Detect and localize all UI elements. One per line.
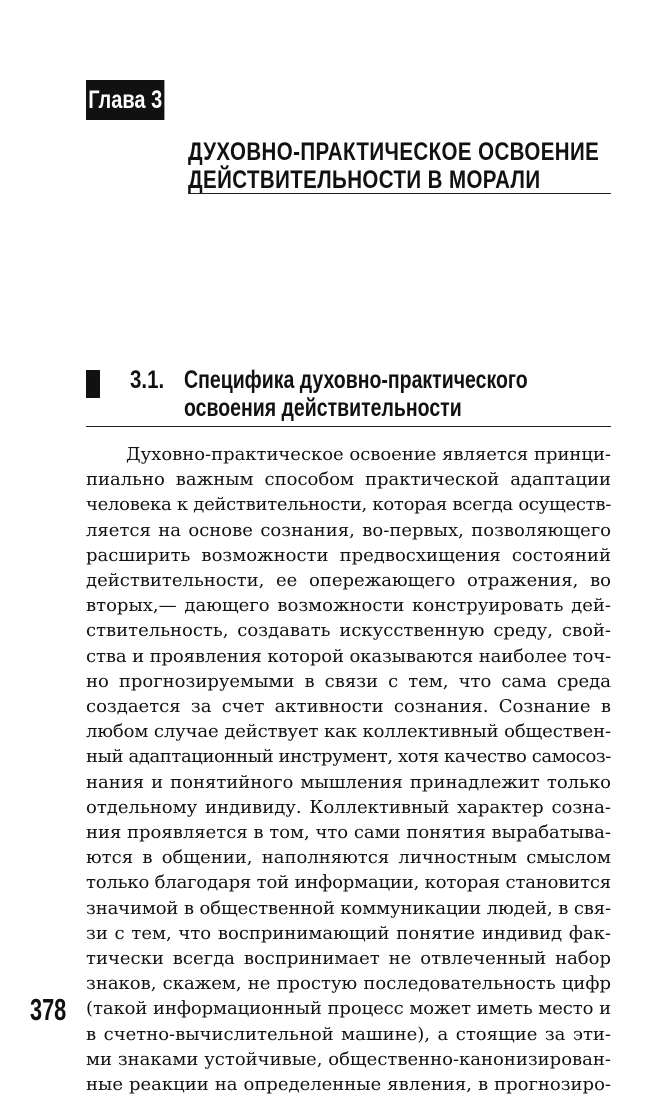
body-line: ства и проявления которой оказываются наиболее точ- [86,645,611,667]
section-marker-square [86,370,100,398]
body-line: ми знаками устойчивые, общественно-канонизирован- [86,1048,611,1070]
body-line: вторых,— дающего возможности конструировать дей- [86,595,611,617]
section-title [184,366,528,422]
body-line: действительности, ее опережающего отражения, во [86,570,611,592]
body-line: тически всегда воспринимает не отвлеченный набор [86,948,611,970]
body-line: значимой в общественной коммуникации людей, в свя- [86,897,611,919]
body-line: ются в общении, наполняются личностным смыслом [86,847,611,869]
body-line: ляется на основе сознания, во-первых, позволяющего [86,519,611,541]
chapter-title [188,138,600,194]
body-line: но прогнозируемыми в связи с тем, что сама среда [86,670,611,692]
chapter-title-line: ДУХОВНО-ПРАКТИЧЕСКОЕ ОСВОЕНИЕ [188,138,600,166]
section-title-line: Специфика духовно-практического [184,366,528,394]
body-line: человека к действительности, которая всегда осуществ- [86,494,611,516]
body-line: отдельному индивиду. Коллективный характер созна- [86,796,611,818]
body-line: зи с тем, что воспринимающий понятие индивид фак- [86,922,611,944]
body-line: ствительность, создавать искусственную среду, свой- [86,620,611,642]
body-line: расширить возможности предвосхищения состояний [86,544,611,566]
body-line: (такой информационный процесс может иметь место и [86,998,611,1020]
body-line: Духовно-практическое освоение является принци- [126,444,611,465]
section-divider [86,426,611,427]
body-line: знаков, скажем, не простую последовательность цифр [86,973,611,995]
body-paragraph [86,442,611,1097]
body-line: ния проявляется в том, что сами понятия вырабатыва- [86,822,611,844]
body-line: ный адаптационный инструмент, хотя качество самосоз- [86,746,611,768]
body-line: в счетно-вычислительной машине), а стоящие за эти- [86,1023,611,1045]
body-line: создается за счет активности сознания. Сознание в [86,696,611,718]
section-number: 3.1. [130,366,165,394]
page-number: 378 [30,992,67,1027]
body-line: ные реакции на определенные явления, в прогнозиро- [86,1074,611,1096]
chapter-title-line: ДЕЙСТВИТЕЛЬНОСТИ В МОРАЛИ [188,166,541,194]
section-title-line: освоения действительности [184,394,462,422]
body-line: только благодаря той информации, которая становится [86,872,611,894]
body-line: нания и понятийного мышления принадлежит только [86,771,611,793]
chapter-divider [188,193,611,194]
chapter-label: Глава 3 [86,80,164,120]
body-line: любом случае действует как коллективный обществен- [86,721,611,743]
body-line: пиально важным способом практической адаптации [86,469,611,491]
